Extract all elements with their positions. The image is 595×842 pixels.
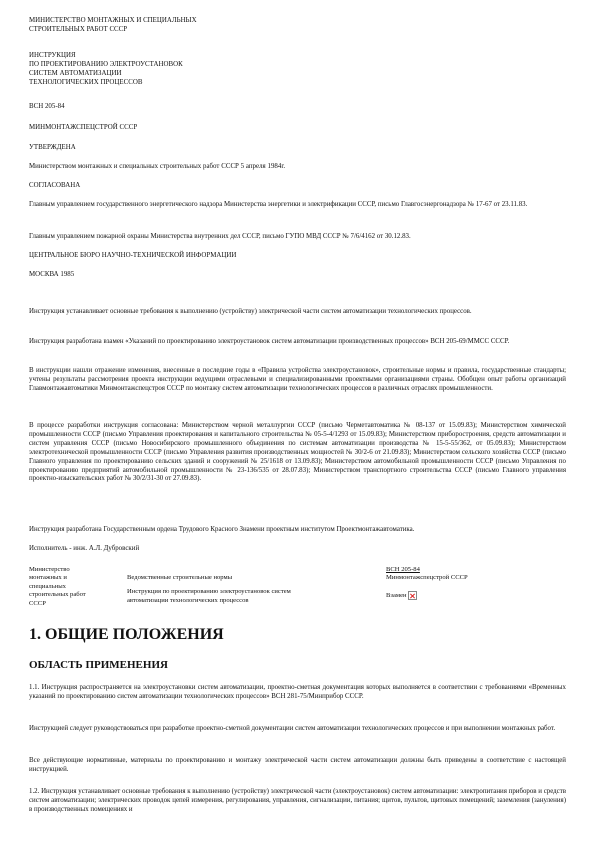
norms-name-line: Инструкция по проектированию электроустановок систем xyxy=(127,588,291,596)
intro-paragraph: Исполнитель - инж. А.Л. Дубровский xyxy=(29,545,140,552)
document-code: ВСН 205-84 xyxy=(29,103,65,110)
title-line: ПО ПРОЕКТИРОВАНИЮ ЭЛЕКТРОУСТАНОВОК xyxy=(29,60,183,68)
ministry-cell-line: СССР xyxy=(29,599,46,607)
approved-label: УТВЕРЖДЕНА xyxy=(29,144,76,151)
agreed-text-1: Главным управлением государственного энергетического надзора Министерства энергетики и электрификации СССР, письмо Главгосэнергонадзора № 17-67 от 23.11.83. xyxy=(29,201,528,208)
intro-paragraph: Инструкция устанавливает основные требования к выполнению (устройству) электрической части систем автоматизации технологических процессов. xyxy=(29,308,472,315)
broken-image-icon xyxy=(408,591,417,600)
norms-name-line: автоматизации технологических процессов xyxy=(127,596,249,604)
intro-paragraph: В инструкции нашли отражение изменения, внесенные в последние годы в «Правила устройства электроустановок», строительные нормы и правила, государственные стандарты; учтены результаты рассмотрения проекта инструкции ведущими отраслевыми и специализированными проектными организациями страны. Обобщен опыт работы организаций Главмонтажавтоматики Минмонтажспецстроя СССР по монтажу систем автоматизации технологических процессов в различных отраслях промышленности. xyxy=(29,367,566,392)
norms-code: ВСН 205-84 xyxy=(386,566,420,573)
norms-name-cell xyxy=(127,585,386,608)
ministry-cell-line: строительных работ xyxy=(29,591,86,599)
ministry-cell-line: Министерство xyxy=(29,566,70,573)
norms-table xyxy=(29,566,566,608)
title-line: ИНСТРУКЦИЯ xyxy=(29,52,76,59)
body-paragraph: 1.1. Инструкция распространяется на электроустановки систем автоматизации, проектно-сметная документация которых выполняется в соответствии с требованиями «Временных указаний по проектированию систем автоматизации технологических процессов» ВСН 281-75/Минприбор СССР. xyxy=(29,684,566,700)
ministry-cell-line: монтажных и xyxy=(29,574,67,582)
body-paragraph: Все действующие нормативные, материалы по проектированию и монтажу электрической части систем автоматизации должны быть приведены в соответствие с настоящей инструкцией. xyxy=(29,757,566,773)
subsection-heading: ОБЛАСТЬ ПРИМЕНЕНИЯ xyxy=(29,659,168,671)
intro-paragraph: Инструкция разработана взамен «Указаний по проектированию электроустановок систем автоматизации производственных процессов» ВСН 205-69/ММСС СССР. xyxy=(29,338,510,345)
ministry-line: МИНИСТЕРСТВО МОНТАЖНЫХ И СПЕЦИАЛЬНЫХ xyxy=(29,17,197,24)
agreed-label: СОГЛАСОВАНА xyxy=(29,182,81,189)
intro-paragraph: В процессе разработки инструкция согласована: Министерством черной металлургии СССР (письмо Черметавтоматика № 08-137 от 15.09.83); Министерством химической промышленности СССР (письмо Управления проектирования и капитального строительства № 05-5-4/1293 от 15.09.83); Министерством приборостроения, средств автоматизации и систем управления СССР (письмо Новосибирского промышленного объединения по системам автоматизации производства № 15-5-55/362, от 05.09.83); Министерством электротехнической промышленности СССР (письмо Управления развития производственных мощностей № 30/2-6 от 21.09.83); Министерством сельского хозяйства СССР (письмо Главного управления по проектированию сельских зданий и сооружений № 25/1618 от 13.09.83); Министерством автомобильной промышленности СССР (письмо Управления по проектированию предприятий автомобильной промышленности № 23-136/535 от 28.07.83); Министерством транспортного строительства СССР (письмо Главного управления проектно-изыскательских работ № 30/2/31-30 от 27.09.83). xyxy=(29,422,566,483)
replace-cell xyxy=(386,585,566,608)
section-heading: 1. ОБЩИЕ ПОЛОЖЕНИЯ xyxy=(29,626,224,643)
organization: МИНМОНТАЖСПЕЦСТРОЙ СССР xyxy=(29,124,138,131)
norms-org: Минмонтажспецстрой СССР xyxy=(386,574,468,582)
replace-label: Взамен xyxy=(386,592,407,600)
title-line: ТЕХНОЛОГИЧЕСКИХ ПРОЦЕССОВ xyxy=(29,78,143,86)
approved-text: Министерством монтажных и специальных строительных работ СССР 5 апреля 1984г. xyxy=(29,163,286,170)
ministry-line: СТРОИТЕЛЬНЫХ РАБОТ СССР xyxy=(29,25,128,33)
document-title xyxy=(29,52,183,88)
body-paragraph: 1.2. Инструкция устанавливает основные требования к выполнению (устройству) электрической части (электроустановок) систем автоматизации: электропитания приборов и средств систем автоматизации; электрических проводок цепей измерения, регулирования, управления, сигнализации, питания; щитов, пультов, щитовых помещений; заземления (зануления) в производственных помещениях и xyxy=(29,788,566,813)
norms-type: Ведомственные строительные нормы xyxy=(127,574,233,581)
agreed-text-2: Главным управлением пожарной охраны Министерства внутренних дел СССР, письмо ГУПО МВД СССР № 7/6/4162 от 30.12.83. xyxy=(29,233,411,240)
bureau: ЦЕНТРАЛЬНОЕ БЮРО НАУЧНО-ТЕХНИЧЕСКОЙ ИНФОРМАЦИИ xyxy=(29,252,237,259)
city-year: МОСКВА 1985 xyxy=(29,271,75,278)
code-cell xyxy=(386,566,566,585)
ministry-cell-line: специальных xyxy=(29,582,66,590)
intro-paragraph: Инструкция разработана Государственным ордена Трудового Красного Знамени проектным институтом Проектмонтажавтоматика. xyxy=(29,526,415,533)
body-paragraph: Инструкцией следует руководствоваться при разработке проектно-сметной документации систем автоматизации технологических процессов и при выполнении монтажных работ. xyxy=(29,725,556,732)
ministry-cell xyxy=(29,566,127,608)
title-line: СИСТЕМ АВТОМАТИЗАЦИИ xyxy=(29,69,122,77)
ministry-header xyxy=(29,17,197,35)
